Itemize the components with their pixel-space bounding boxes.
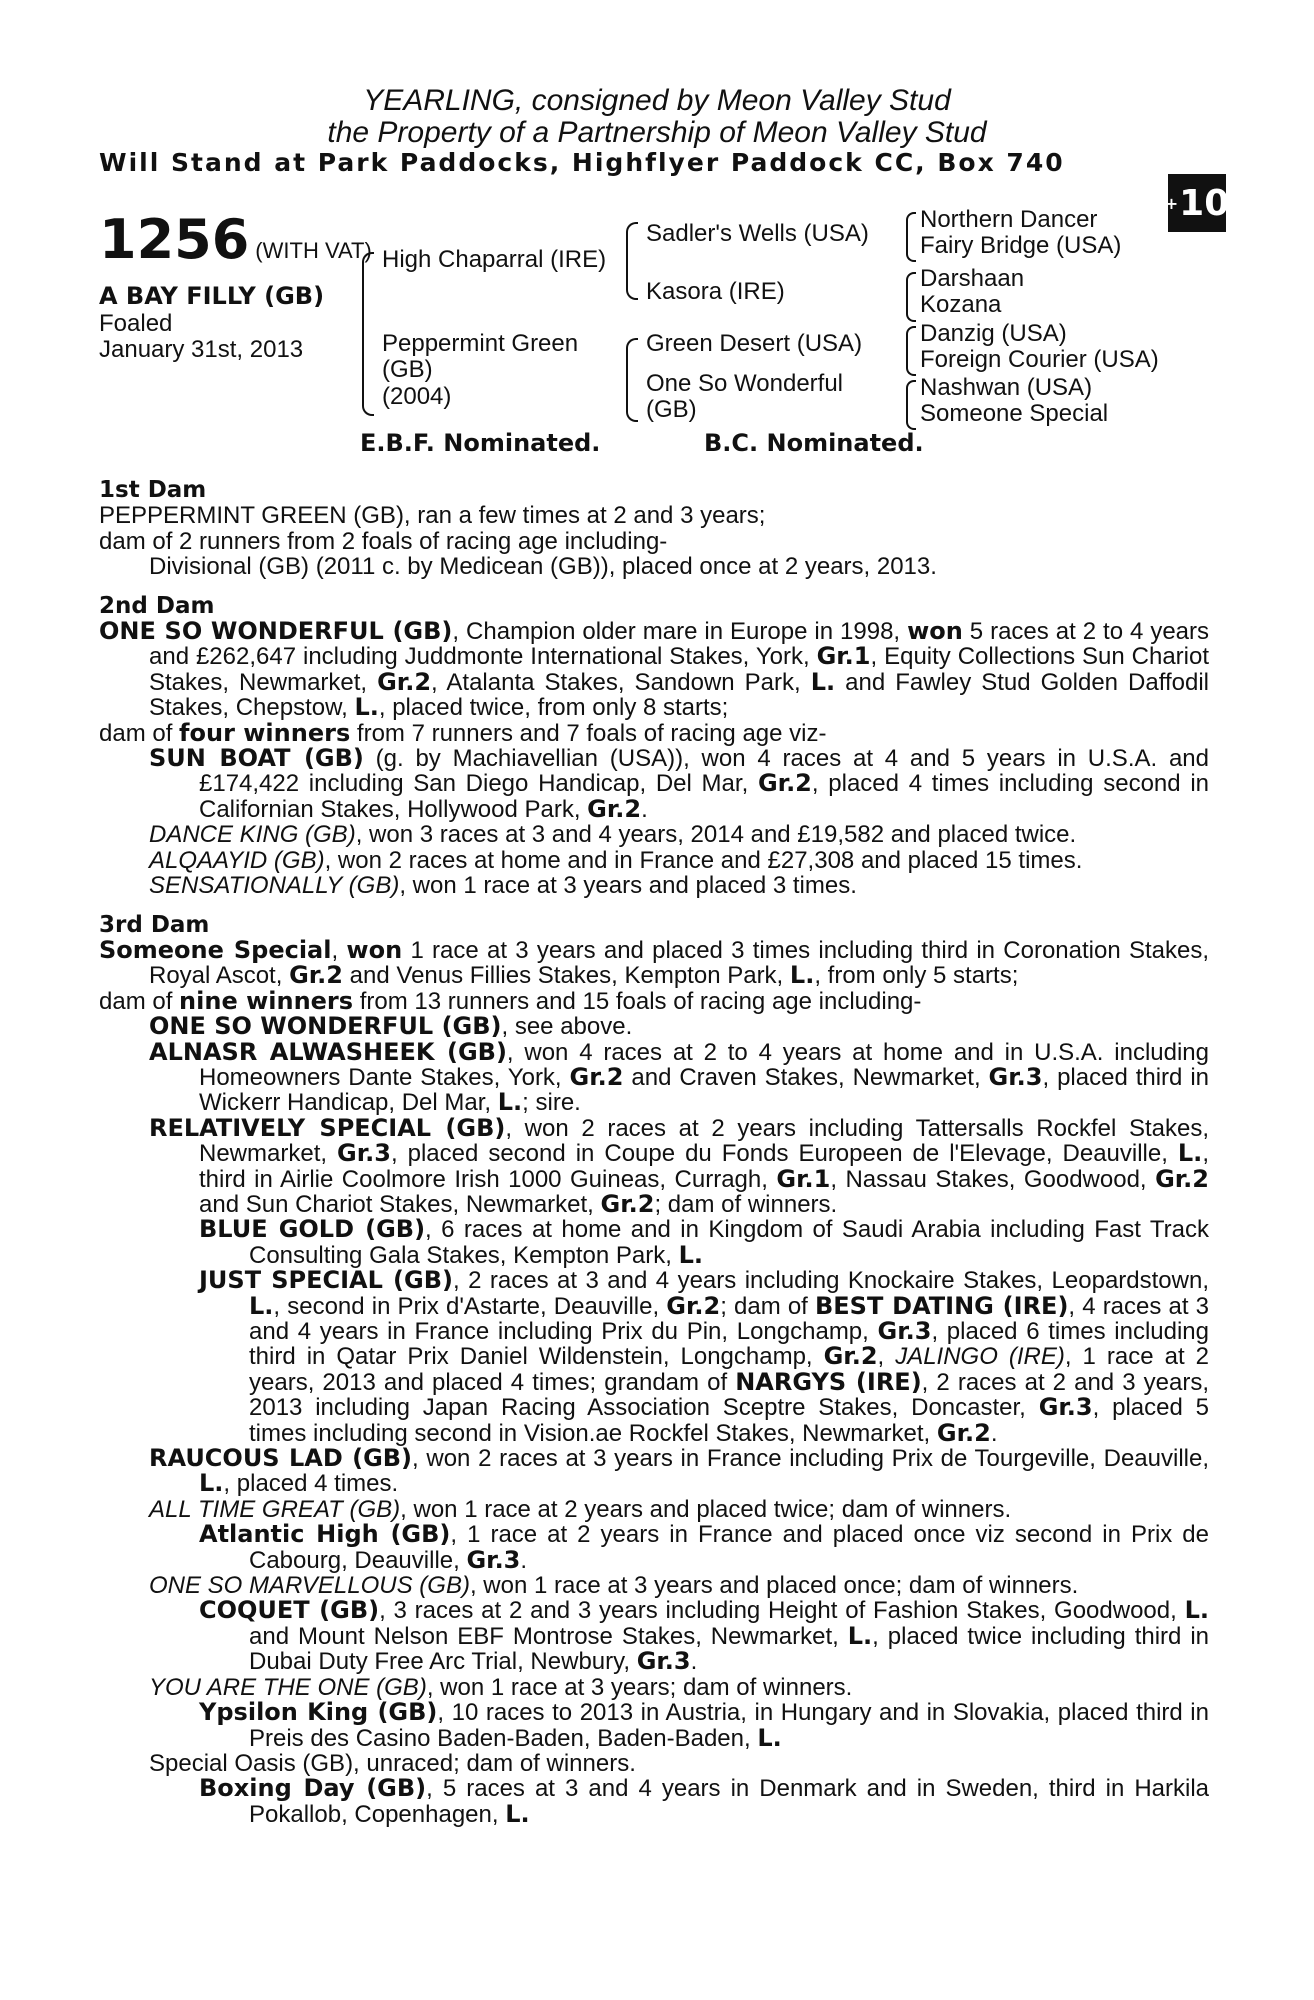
- brace-sd: [906, 272, 916, 322]
- third-dam-produce: dam of nine winners from 13 runners and 15 foals of racing age including-: [99, 986, 922, 1015]
- produce-record: [99, 478, 1209, 1827]
- dds: Nashwan (USA): [920, 374, 1093, 401]
- dam-line2: (GB): [382, 356, 433, 383]
- produce-alqaayid: ALQAAYID (GB), won 2 races at home and in France and £27,308 and placed 15 times.: [149, 846, 1083, 874]
- brace-ss: [906, 212, 916, 262]
- dam-line3: (2004): [382, 383, 452, 410]
- consignor-line: YEARLING, consigned by Meon Valley Stud: [363, 84, 951, 117]
- produce-one-so-wonderful: ONE SO WONDERFUL (GB), see above.: [149, 1012, 633, 1041]
- ssd: Fairy Bridge (USA): [920, 232, 1122, 259]
- foaled-label: Foaled: [99, 310, 173, 337]
- sss: Northern Dancer: [920, 206, 1098, 233]
- brace-ds: [906, 326, 916, 376]
- produce-you-are-the-one: YOU ARE THE ONE (GB), won 1 race at 3 years; dam of winners.: [149, 1673, 853, 1701]
- produce-dance-king: DANCE KING (GB), won 3 races at 3 and 4 years, 2014 and £19,582 and placed twice.: [149, 821, 1077, 849]
- dsd: Foreign Courier (USA): [920, 346, 1159, 373]
- sire: High Chaparral (IRE): [382, 246, 607, 273]
- second-dam-heading: 2nd Dam: [99, 592, 215, 619]
- brace-dd: [906, 380, 916, 430]
- produce-just-special: JUST SPECIAL (GB), 2 races at 3 and 4 years including Knockaire Stakes, Leopardstown, L., second in Prix d'Astarte, Deauville, Gr.2; dam of BEST DATING (IRE), 4 races at 3 and 4 years in France including Prix du Pin, Longchamp, Gr.3, placed 6 times including third in Qatar Prix Daniel Wildenstein, Longchamp, Gr.2, JALINGO (IRE), 1 race at 2 years, 2013 and placed 4 times; grandam of NARGYS (IRE), 2 races at 2 and 3 years, 2013 including Japan Racing Association Sceptre Stakes, Doncaster, Gr.3, placed 5 times including second in Vision.ae Rockfel Stakes, Newmarket, Gr.2.: [199, 1266, 1210, 1447]
- dam-dam-line2: (GB): [646, 396, 697, 423]
- produce-atlantic-high: Atlantic High (GB), 1 race at 2 years in France and placed once viz second in Prix de Cabourg, Deauville, Gr.3.: [199, 1520, 1210, 1574]
- sds: Darshaan: [920, 265, 1025, 292]
- pedigree-brace-dam: [626, 338, 638, 422]
- lot-title: A BAY FILLY (GB): [99, 282, 325, 310]
- third-dam-heading: 3rd Dam: [99, 911, 210, 938]
- sale-badge: + 10: [1168, 174, 1226, 232]
- produce-alnasr-alwasheek: ALNASR ALWASHEEK (GB), won 4 races at 2 to 4 years at home and in U.S.A. including Homeowners Dante Stakes, York, Gr.2 and Craven Stakes, Newmarket, Gr.3, placed third in Wickerr Handicap, Del Mar, L.; sire.: [149, 1037, 1209, 1117]
- produce-all-time-great: ALL TIME GREAT (GB), won 1 race at 2 years and placed twice; dam of winners.: [149, 1495, 1012, 1523]
- stand-location: Will Stand at Park Paddocks, Highflyer Paddock CC, Box 740: [99, 148, 1065, 177]
- dam-dam-line1: One So Wonderful: [646, 370, 844, 397]
- second-dam-entry: ONE SO WONDERFUL (GB), Champion older mare in Europe in 1998, won 5 races at 2 to 4 years and £262,647 including Juddmonte International Stakes, York, Gr.1, Equity Collections Sun Chariot Stakes, Newmarket, Gr.2, Atalanta Stakes, Sandown Park, L. and Fawley Stud Golden Daffodil Stakes, Chepstow, L., placed twice, from only 8 starts;: [99, 617, 1210, 722]
- first-dam-heading: 1st Dam: [99, 477, 207, 503]
- foaled-date: January 31st, 2013: [99, 336, 304, 363]
- property-line: the Property of a Partnership of Meon Valley Stud: [327, 116, 987, 149]
- produce-special-oasis: Special Oasis (GB), unraced; dam of winners.: [149, 1749, 636, 1777]
- first-dam-line3: Divisional (GB) (2011 c. by Medicean (GB)), placed once at 2 years, 2013.: [149, 553, 937, 581]
- produce-ypsilon-king: Ypsilon King (GB), 10 races to 2013 in Austria, in Hungary and in Slovakia, placed third in Preis des Casino Baden-Baden, Baden-Baden, L.: [199, 1698, 1209, 1752]
- lot-number: 1256 (WITH VAT): [99, 208, 372, 271]
- produce-sensationally: SENSATIONALLY (GB), won 1 race at 3 years and placed 3 times.: [149, 872, 857, 900]
- sire-sire: Sadler's Wells (USA): [646, 220, 869, 247]
- pedigree-brace-sire: [626, 222, 638, 300]
- sire-dam: Kasora (IRE): [646, 278, 785, 305]
- ebf-nominated: E.B.F. Nominated.: [360, 429, 601, 457]
- produce-relatively-special: RELATIVELY SPECIAL (GB), won 2 races at 2 years including Tattersalls Rockfel Stakes, Newmarket, Gr.3, placed second in Coupe du Fonds Europeen de l'Elevage, Deauville, L., third in Airlie Coolmore Irish 1000 Guineas, Curragh, Gr.1, Nassau Stakes, Goodwood, Gr.2 and Sun Chariot Stakes, Newmarket, Gr.2; dam of winners.: [149, 1113, 1209, 1218]
- produce-sun-boat: SUN BOAT (GB) (g. by Machiavellian (USA)), won 4 races at 4 and 5 years in U.S.A. and £174,422 including San Diego Handicap, Del Mar, Gr.2, placed 4 times including second in Californian Stakes, Hollywood Park, Gr.2.: [149, 744, 1210, 823]
- second-dam-produce: dam of four winners from 7 runners and 7 foals of racing age viz-: [99, 718, 827, 747]
- first-dam-line2: dam of 2 runners from 2 foals of racing age including-: [99, 527, 668, 555]
- ddd: Someone Special: [920, 400, 1109, 427]
- first-dam-line1: PEPPERMINT GREEN (GB), ran a few times at 2 and 3 years;: [99, 502, 766, 530]
- produce-raucous-lad: RAUCOUS LAD (GB), won 2 races at 3 years in France including Prix de Tourgeville, Deauville, L., placed 4 times.: [149, 1444, 1209, 1498]
- dam-line1: Peppermint Green: [382, 330, 579, 357]
- produce-one-so-marvellous: ONE SO MARVELLOUS (GB), won 1 race at 3 years and placed once; dam of winners.: [149, 1572, 1079, 1600]
- produce-coquet: COQUET (GB), 3 races at 2 and 3 years including Height of Fashion Stakes, Goodwood, L. and Mount Nelson EBF Montrose Stakes, Newmarket, L., placed twice including third in Dubai Duty Free Arc Trial, Newbury, Gr.3.: [199, 1596, 1209, 1676]
- produce-boxing-day: Boxing Day (GB), 5 races at 3 and 4 years in Denmark and in Sweden, third in Harkila Pokallob, Copenhagen, L.: [199, 1774, 1210, 1828]
- third-dam-entry: Someone Special, won 1 race at 3 years and placed 3 times including third in Coronation Stakes, Royal Ascot, Gr.2 and Venus Fillies Stakes, Kempton Park, L., from only 5 starts;: [99, 935, 1209, 990]
- produce-blue-gold: BLUE GOLD (GB), 6 races at home and in Kingdom of Saudi Arabia including Fast Track Consulting Gala Stakes, Kempton Park, L.: [199, 1215, 1209, 1269]
- sdd: Kozana: [920, 291, 1002, 318]
- dam-sire: Green Desert (USA): [646, 330, 863, 357]
- dss: Danzig (USA): [920, 320, 1067, 347]
- bc-nominated: B.C. Nominated.: [704, 429, 924, 457]
- pedigree-brace-main: [362, 252, 374, 416]
